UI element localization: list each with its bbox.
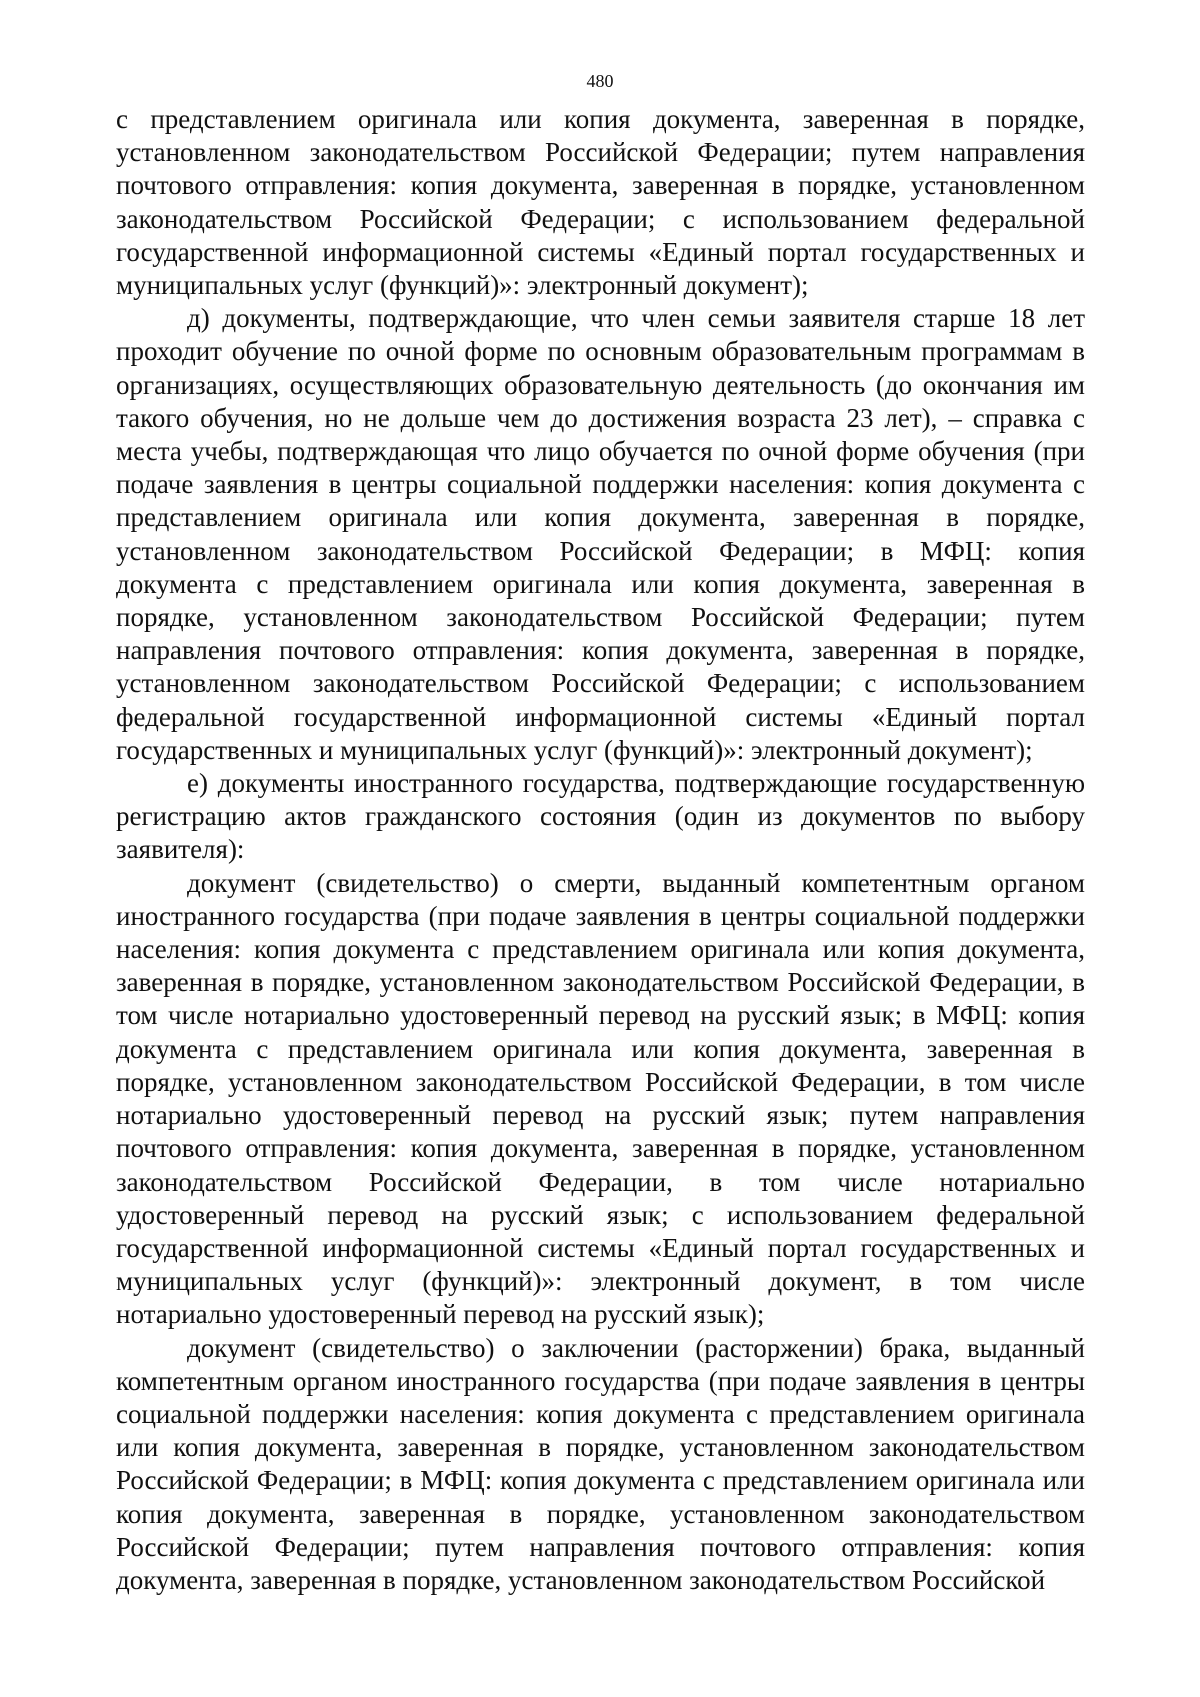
paragraph-item-d: д) документы, подтверждающие, что член семьи заявителя старше 18 лет проходит обучение по очной форме по основным образовательным программам в организациях, осуществляющих образовательную деятельность (до окончания им такого обучения, но не дольше чем до достижения возраста 23 лет), – справка с места учебы, подтверждающая что лицо обучается по очной форме обучения (при подаче заявления в центры социальной поддержки населения: копия документа с представлением оригинала или копия документа, заверенная в порядке, установленном законодательством Российской Федерации; в МФЦ: копия документа с представлением оригинала или копия документа, заверенная в порядке, установленном законодательством Российской Федерации; путем направления почтового отправления: копия документа, заверенная в порядке, установленном законодательством Российской Федерации; с использованием федеральной государственной информационной системы «Единый портал государственных и муниципальных услуг (функций)»: электронный документ); <box>116 303 1085 765</box>
page-number: 480 <box>586 71 614 91</box>
paragraph-death-certificate: документ (свидетельство) о смерти, выданный компетентным органом иностранного государства (при подаче заявления в центры социальной поддержки населения: копия документа с представлением оригинала или копия документа, заверенная в порядке, установленном законодательством Российской Федерации, в том числе нотариально удостоверенный перевод на русский язык; в МФЦ: копия документа с представлением оригинала или копия документа, заверенная в порядке, установленном законодательством Российской Федерации, в том числе нотариально удостоверенный перевод на русский язык; путем направления почтового отправления: копия документа, заверенная в порядке, установленном законодательством Российской Федерации, в том числе нотариально удостоверенный перевод на русский язык; с использованием федеральной государственной информационной системы «Единый портал государственных и муниципальных услуг (функций)»: электронный документ, в том числе нотариально удостоверенный перевод на русский язык); <box>116 867 1085 1330</box>
paragraph-item-e: е) документы иностранного государства, подтверждающие государственную регистрацию актов гражданского состояния (один из документов по выбору заявителя): <box>116 768 1085 865</box>
paragraph-continued: с представлением оригинала или копия документа, заверенная в порядке, установленном законодательством Российской Федерации; путем направления почтового отправления: копия документа, заверенная в порядке, установленном законодательством Российской Федерации; с использованием федеральной государственной информационной системы «Единый портал государственных и муниципальных услуг (функций)»: электронный документ); <box>116 104 1085 301</box>
document-body <box>116 103 1085 1597</box>
paragraph-marriage-certificate: документ (свидетельство) о заключении (расторжении) брака, выданный компетентным органом иностранного государства (при подаче заявления в центры социальной поддержки населения: копия документа с представлением оригинала или копия документа, заверенная в порядке, установленном законодательством Российской Федерации; в МФЦ: копия документа с представлением оригинала или копия документа, заверенная в порядке, установленном законодательством Российской Федерации; путем направления почтового отправления: копия документа, заверенная в порядке, установленном законодательством Российской <box>116 1332 1085 1595</box>
